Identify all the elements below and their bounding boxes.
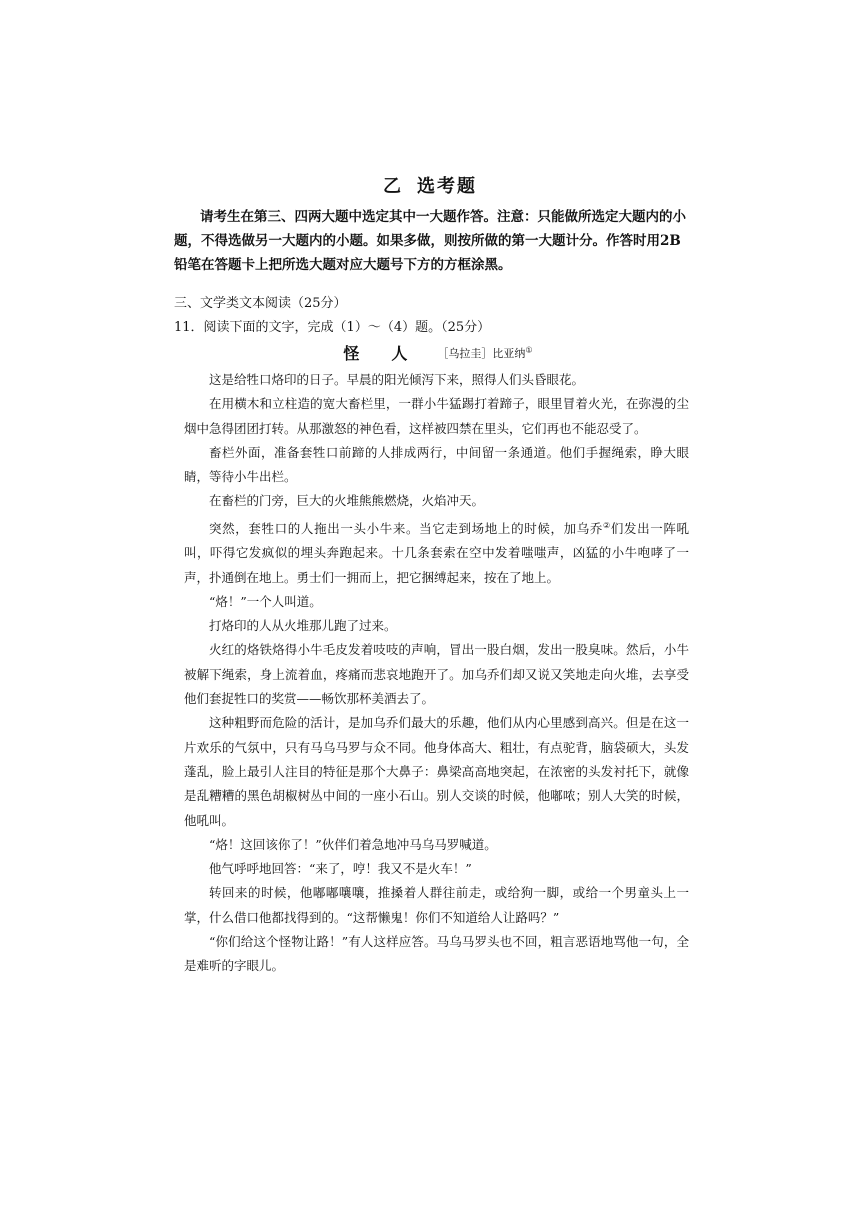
story-paragraph bbox=[184, 514, 689, 590]
story-title bbox=[0, 341, 860, 364]
story-paragraph: 在用横木和立柱造的宽大畜栏里，一群小牛猛踢打着蹄子，眼里冒着火光，在弥漫的尘烟中急得团团打转。从那激怒的神色看，这样被四禁在里头，它们再也不能忍受了。 bbox=[184, 396, 689, 436]
story-paragraph: 火红的烙铁烙得小牛毛皮发着吱吱的声响，冒出一股白烟，发出一股臭味。然后，小牛被解下绳索，身上流着血，疼痛而悲哀地跑开了。加乌乔们却又说又笑地走向火堆，去享受他们套捉牲口的奖赏——畅饮那杯美酒去了。 bbox=[184, 642, 689, 707]
story-paragraph: “烙！”一个人叫道。 bbox=[209, 593, 322, 609]
story-title-char-2: 人 bbox=[391, 344, 408, 363]
story-body bbox=[184, 368, 689, 979]
story-paragraph: 他气呼呼地回答：“来了，哼！我又不是火车！” bbox=[209, 861, 472, 877]
paragraph-text: 突然，套牲口的人拖出一头小牛来。当它走到场地上的时候，加乌乔 bbox=[209, 520, 603, 536]
story-author bbox=[437, 347, 532, 360]
question-11-prompt: 11．阅读下面的文字，完成（1）～（4）题。（25分） bbox=[174, 320, 491, 335]
story-paragraph: 转回来的时候，他嘟嘟嚷嚷，推搡着人群往前走，或给狗一脚，或给一个男童头上一掌，什么借口他都找得到的。“这帮懒鬼！你们不知道给人让路吗？” bbox=[184, 885, 689, 925]
story-title-char-1: 怪 bbox=[343, 344, 360, 363]
story-paragraph: “你们给这个怪物让路！”有人这样应答。马乌马罗头也不回，粗言恶语地骂他一句，全是难听的字眼儿。 bbox=[184, 933, 689, 974]
story-paragraph: 这是给牲口烙印的日子。早晨的阳光倾泻下来，照得人们头昏眼花。 bbox=[209, 372, 585, 387]
story-paragraph: 这种粗野而危险的活计，是加乌乔们最大的乐趣，他们从内心里感到高兴。但是在这一片欢乐的气氛中，只有马乌马罗与众不同。他身体高大、粗壮，有点驼背，脑袋硕大，头发蓬乱，脸上最引人注目的特征是那个大鼻子：鼻梁高高地突起，在浓密的头发衬托下，就像是乱糟糟的黑色胡椒树丛中间的一座小石山。别人交谈的时候，他嘟哝；别人大笑的时候，他吼叫。 bbox=[184, 715, 689, 828]
section-part-label: 乙 bbox=[383, 176, 403, 197]
section-title bbox=[0, 172, 860, 198]
footnote-marker: ② bbox=[603, 520, 611, 530]
story-paragraph: “烙！这回该你了！”伙伴们着急地冲马乌马罗喊道。 bbox=[209, 836, 497, 852]
paragraph-text: 们发出一阵吼叫，吓得它发疯似的埋头奔跑起来。十几条套索在空中发着嗤嗤声，凶猛的小牛咆哮了一声，扑通倒在地上。勇士们一拥而上，把它捆缚起来，按在了地上。 bbox=[184, 520, 689, 585]
part3-heading: 三、文学类文本阅读（25分） bbox=[174, 296, 347, 311]
story-author-name: ［乌拉圭］比亚纳 bbox=[437, 347, 526, 360]
section-title-text: 选考题 bbox=[417, 176, 477, 197]
story-paragraph: 畜栏外面，准备套牲口前蹄的人排成两行，中间留一条通道。他们手握绳索，睁大眼睛，等待小牛出栏。 bbox=[184, 444, 689, 485]
story-paragraph: 在畜栏的门旁，巨大的火堆熊熊燃烧，火焰冲天。 bbox=[209, 493, 485, 509]
author-footnote-marker: ① bbox=[525, 345, 533, 355]
instructions-notice: 请考生在第三、四两大题中选定其中一大题作答。注意：只能做所选定大题内的小题，不得选做另一大题内的小题。如果多做，则按所做的第一大题计分。作答时用2B铅笔在答题卡上把所选大题对应大题号下方的方框涂黑。 bbox=[174, 209, 686, 273]
story-paragraph: 打烙印的人从火堆那儿跑了过来。 bbox=[209, 618, 397, 634]
